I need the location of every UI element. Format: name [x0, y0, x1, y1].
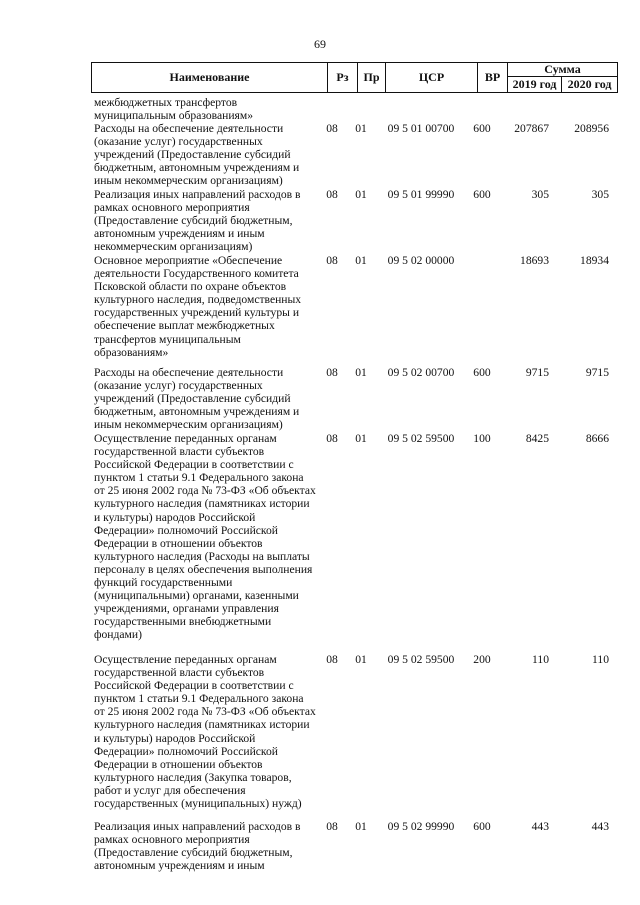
row-csr: 09 5 02 99990 — [387, 820, 455, 833]
row-name: Реализация иных направлений расходов в рамках основного мероприятия (Предоставление субсидий бюджетным, автономным учреждениям и иным некоммерческим организациям) — [94, 188, 301, 254]
row-rz: 08 — [326, 366, 338, 379]
row-pr: 01 — [355, 188, 367, 201]
row-vr: 100 — [473, 432, 491, 445]
row-sum-2020: 8666 — [585, 432, 609, 445]
row-vr: 600 — [473, 820, 491, 833]
row-pr: 01 — [355, 653, 367, 666]
row-pr: 01 — [355, 366, 367, 379]
row-csr: 09 5 02 59500 — [387, 653, 455, 666]
table-row — [91, 653, 611, 820]
row-sum-2020: 9715 — [585, 366, 609, 379]
row-rz: 08 — [326, 653, 338, 666]
row-sum-2019: 18693 — [520, 254, 549, 267]
row-vr: 600 — [473, 366, 491, 379]
row-rz: 08 — [326, 820, 338, 833]
table-row — [91, 188, 611, 254]
row-vr: 600 — [473, 122, 491, 135]
header-name: Наименование — [92, 63, 328, 93]
row-sum-2019: 110 — [532, 653, 549, 666]
row-sum-2020: 18934 — [580, 254, 609, 267]
row-sum-2020: 208956 — [574, 122, 609, 135]
row-csr: 09 5 02 59500 — [387, 432, 455, 445]
row-rz: 08 — [326, 432, 338, 445]
table-row — [91, 254, 611, 366]
row-name: Осуществление переданных органам государственной власти субъектов Российской Федерации в соответствии с пунктом 1 статьи 9.1 Федерального закона от 25 июня 2002 года № 73-ФЗ «Об объектах культурного наследия (памятниках истории и культуры) народов Российской Федерации» полномочий Российской Федерации в отношении объектов культурного наследия (Расходы на выплаты персоналу в целях обеспечения выполнения функций государственными (муниципальными) органами, казенными учреждениями, органами управления государственными внебюджетными фондами) — [94, 432, 316, 642]
row-name: Основное мероприятие «Обеспечение деятельности Государственного комитета Псковской области по охране объектов культурного наследия, подведомственных государственных учреждений культуры и обеспечение выплат межбюджетных трансфертов муниципальным образованиям» — [94, 254, 302, 359]
table-row — [91, 366, 611, 432]
row-vr: 200 — [473, 653, 491, 666]
row-vr: 600 — [473, 188, 491, 201]
row-sum-2019: 305 — [531, 188, 549, 201]
header-csr: ЦСР — [386, 63, 478, 93]
row-name: Реализация иных направлений расходов в рамках основного мероприятия (Предоставление субсидий бюджетным, автономным учреждениям и иным — [94, 820, 301, 873]
header-2020: 2020 год — [562, 77, 618, 93]
header-rz: Рз — [328, 63, 358, 93]
row-name: межбюджетных трансфертов муниципальным образованиям» — [94, 96, 253, 123]
header-sum: Сумма — [508, 63, 618, 77]
row-rz: 08 — [326, 122, 338, 135]
row-pr: 01 — [355, 432, 367, 445]
row-pr: 01 — [355, 122, 367, 135]
table-row — [91, 432, 611, 653]
table-header — [91, 62, 618, 93]
row-csr: 09 5 02 00700 — [387, 366, 455, 379]
header-2019: 2019 год — [508, 77, 562, 93]
row-sum-2019: 9715 — [525, 366, 549, 379]
row-name: Осуществление переданных органам государственной власти субъектов Российской Федерации в соответствии с пунктом 1 статьи 9.1 Федерального закона от 25 июня 2002 года № 73-ФЗ «Об объектах культурного наследия (памятниках истории и культуры) народов Российской Федерации» полномочий Российской Федерации в отношении объектов культурного наследия (Закупка товаров, работ и услуг для обеспечения государственных (муниципальных) нужд) — [94, 653, 316, 811]
row-sum-2019: 8425 — [525, 432, 549, 445]
row-name: Расходы на обеспечение деятельности (оказание услуг) государственных учреждений (Предоставление субсидий бюджетным, автономным учреждениям и иным некоммерческим организациям) — [94, 366, 300, 432]
header-vr: ВР — [478, 63, 508, 93]
row-sum-2020: 443 — [591, 820, 609, 833]
row-rz: 08 — [326, 188, 338, 201]
row-csr: 09 5 01 00700 — [387, 122, 455, 135]
row-rz: 08 — [326, 254, 338, 267]
row-csr: 09 5 02 00000 — [387, 254, 455, 267]
row-sum-2020: 305 — [591, 188, 609, 201]
row-pr: 01 — [355, 254, 367, 267]
row-sum-2019: 443 — [531, 820, 549, 833]
table-row — [91, 122, 611, 188]
row-csr: 09 5 01 99990 — [387, 188, 455, 201]
row-pr: 01 — [355, 820, 367, 833]
table-body — [91, 96, 611, 876]
header-pr: Пр — [358, 63, 386, 93]
table-row — [91, 96, 611, 122]
page-number: 69 — [314, 37, 326, 51]
row-sum-2020: 110 — [592, 653, 609, 666]
row-sum-2019: 207867 — [514, 122, 549, 135]
row-name: Расходы на обеспечение деятельности (оказание услуг) государственных учреждений (Предоставление субсидий бюджетным, автономным учреждениям и иным некоммерческим организациям) — [94, 122, 300, 188]
table-row — [91, 820, 611, 876]
